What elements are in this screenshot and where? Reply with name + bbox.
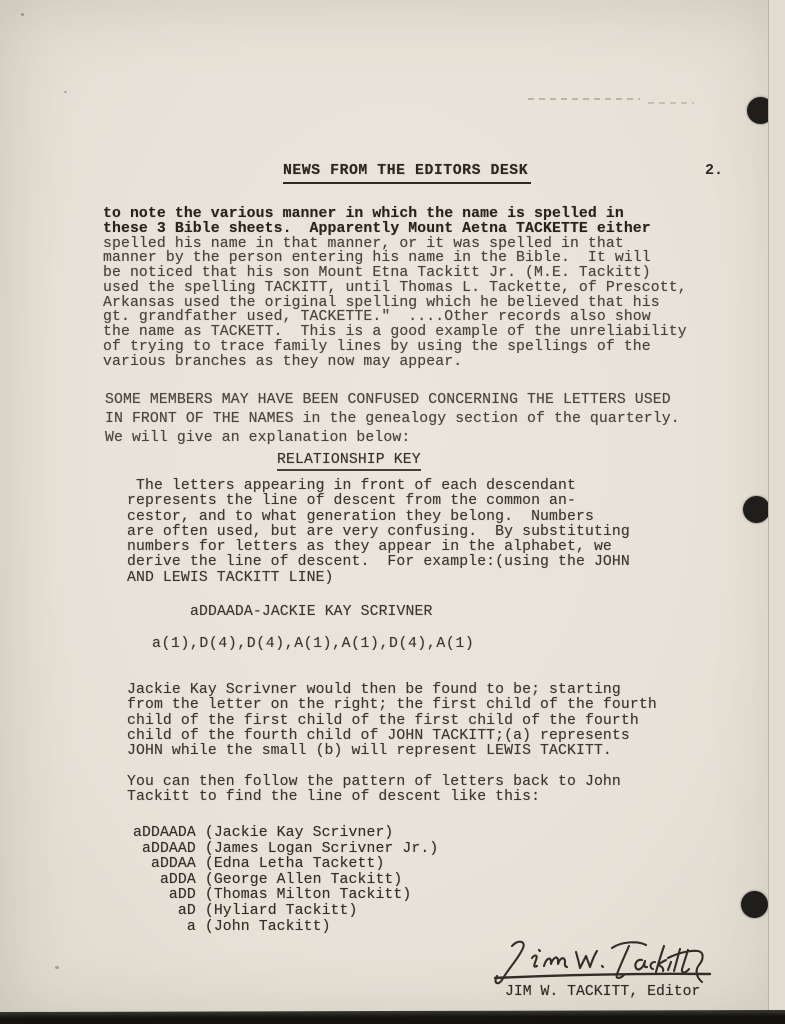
text-line: aDDAA (Edna Letha Tackett) (133, 856, 385, 873)
example-name-line: aDDAADA-JACKIE KAY SCRIVNER (190, 604, 433, 620)
text-line: these 3 Bible sheets. Apparently Mount Aetna TACKETTE either (103, 220, 651, 237)
text-line: SOME MEMBERS MAY HAVE BEEN CONFUSED CONCERNING THE LETTERS USED (105, 392, 671, 408)
relationship-key-heading: RELATIONSHIP KEY (277, 452, 421, 471)
paragraph-spelling-variants (103, 207, 687, 369)
text-line: to note the various manner in which the name is spelled in (103, 206, 624, 222)
text-line: from the letter on the right; the first child of the fourth (127, 697, 657, 714)
page-right-edge (768, 0, 785, 1024)
text-line: child of the first child of the first child of the fourth (127, 712, 639, 729)
paragraph-relationship-key (127, 479, 630, 586)
text-line: Arkansas used the original spelling which he believed that his (103, 294, 660, 311)
hole-punch-dot (741, 891, 768, 918)
hole-punch-dot (743, 496, 770, 523)
example-code-line: a(1),D(4),D(4),A(1),A(1),D(4),A(1) (152, 636, 475, 652)
text-line: Jackie Kay Scrivner would then be found to be; starting (127, 682, 621, 698)
text-line: gt. grandfather used, TACKETTE." ....Other records also show (103, 309, 651, 326)
scan-smudge (648, 102, 694, 104)
text-line: aDDAAD (James Logan Scrivner Jr.) (133, 840, 439, 857)
text-line: AND LEWIS TACKITT LINE) (127, 569, 334, 586)
text-line: a (John Tackitt) (133, 918, 331, 935)
descent-list (133, 826, 438, 935)
text-line: used the spelling TACKITT, until Thomas L. Tackette, of Prescott, (103, 279, 687, 296)
text-line: aDDA (George Allen Tackitt) (133, 871, 403, 888)
page-title: NEWS FROM THE EDITORS DESK (283, 163, 531, 184)
text-line: We will give an explanation below: (105, 429, 411, 446)
paragraph-follow-pattern (127, 775, 621, 806)
text-line: aDD (Thomas Milton Tackitt) (133, 887, 412, 904)
text-line: child of the fourth child of JOHN TACKITT;(a) represents (127, 727, 630, 744)
text-line: JOHN while the small (b) will represent LEWIS TACKITT. (127, 743, 612, 760)
text-line: aDDAADA (Jackie Kay Scrivner) (133, 825, 394, 841)
text-line: spelled his name in that manner, or it was spelled in that (103, 235, 624, 252)
text-line: aD (Hyliard Tackitt) (133, 902, 358, 919)
page-number: 2. (705, 162, 724, 179)
signature-typed-name: JIM W. TACKITT, Editor (505, 984, 701, 1000)
text-line: of trying to trace family lines by using the spellings of the (103, 338, 651, 355)
text-line: The letters appearing in front of each descendant (127, 478, 576, 494)
text-line: cestor, and to what generation they belong. Numbers (127, 508, 594, 525)
text-line: derive the line of descent. For example:(using the JOHN (127, 554, 630, 571)
scan-speck (55, 966, 59, 969)
signature-strokes (492, 933, 714, 989)
text-line: IN FRONT OF THE NAMES in the genealogy section of the quarterly. (105, 410, 680, 427)
text-line: You can then follow the pattern of letters back to John (127, 774, 621, 790)
text-line: represents the line of descent from the common an- (127, 493, 576, 510)
text-line: be noticed that his son Mount Etna Tackitt Jr. (M.E. Tackitt) (103, 265, 651, 281)
text-line: Tackitt to find the line of descent like this: (127, 789, 541, 806)
text-line: are often used, but are very confusing. By substituting (127, 523, 630, 540)
scan-speck (64, 91, 67, 93)
text-line: manner by the person entering his name in the Bible. It will (103, 250, 651, 267)
text-line: the name as TACKETT. This is a good example of the unreliability (103, 324, 687, 340)
scan-speck (21, 13, 24, 16)
text-line: numbers for letters as they appear in the alphabet, we (127, 539, 612, 556)
handwritten-signature (492, 933, 714, 989)
text-line: various branches as they now may appear. (103, 353, 463, 370)
paragraph-members-confused (105, 391, 680, 447)
scanner-bottom-band (0, 1010, 785, 1024)
scan-smudge (528, 98, 640, 100)
page-header (283, 161, 531, 179)
paragraph-example-explained (127, 683, 657, 759)
